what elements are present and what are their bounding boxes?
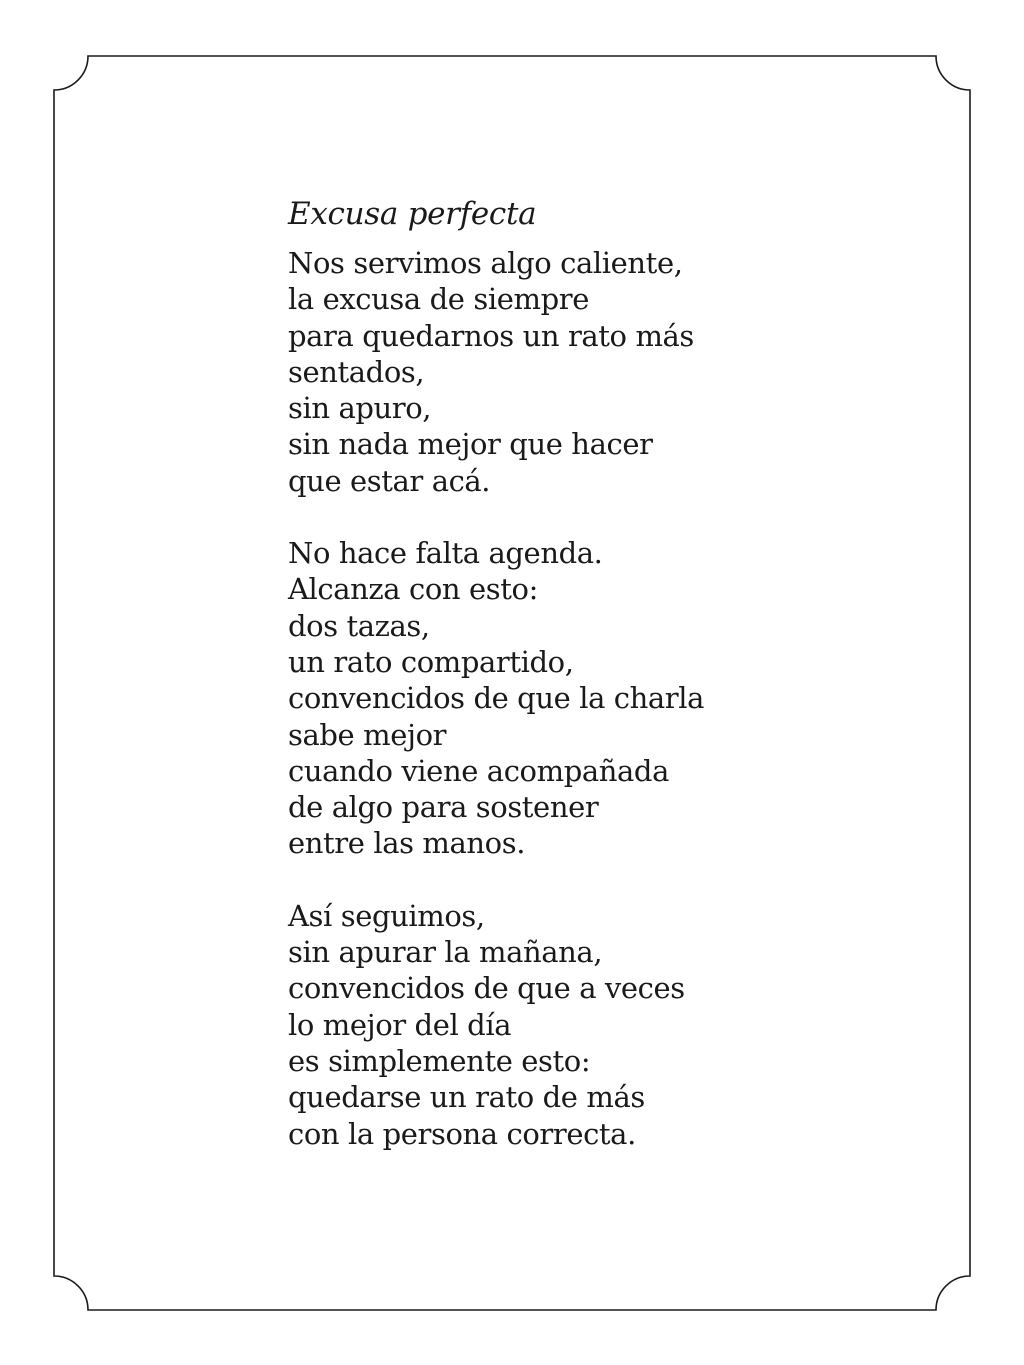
poem-line: convencidos de que a veces (288, 971, 685, 1006)
poem-line: cuando viene acompañada (288, 753, 669, 788)
stanza-3 (288, 898, 848, 1152)
poem-line: sentados, (288, 354, 425, 389)
poem (288, 193, 848, 1188)
poem-line: entre las manos. (288, 826, 526, 861)
poem-line: No hace falta agenda. (288, 536, 603, 571)
poem-line: con la persona correcta. (288, 1116, 636, 1151)
poem-line: es simplemente esto: (288, 1043, 591, 1078)
poem-line: que estar acá. (288, 463, 491, 498)
poem-line: Nos servimos algo caliente, (288, 246, 683, 280)
poem-title: Excusa perfecta (288, 196, 537, 232)
poem-line: un rato compartido, (288, 644, 574, 679)
poem-line: Así seguimos, (288, 898, 485, 933)
poem-line: quedarse un rato de más (288, 1080, 645, 1115)
poem-line: sabe mejor (288, 717, 447, 752)
poem-line: sin apuro, (288, 391, 432, 426)
poem-line: sin nada mejor que hacer (288, 427, 653, 462)
poem-line: de algo para sostener (288, 790, 599, 825)
poem-line: sin apurar la mañana, (288, 935, 603, 970)
poem-line: para quedarnos un rato más (288, 318, 694, 353)
poem-line: la excusa de siempre (288, 282, 589, 317)
stanza-2 (288, 535, 848, 862)
poem-line: Alcanza con esto: (288, 572, 538, 607)
stanza-1 (288, 245, 848, 499)
poem-line: convencidos de que la charla (288, 681, 705, 716)
poem-line: dos tazas, (288, 608, 430, 643)
poem-line: lo mejor del día (288, 1007, 512, 1042)
